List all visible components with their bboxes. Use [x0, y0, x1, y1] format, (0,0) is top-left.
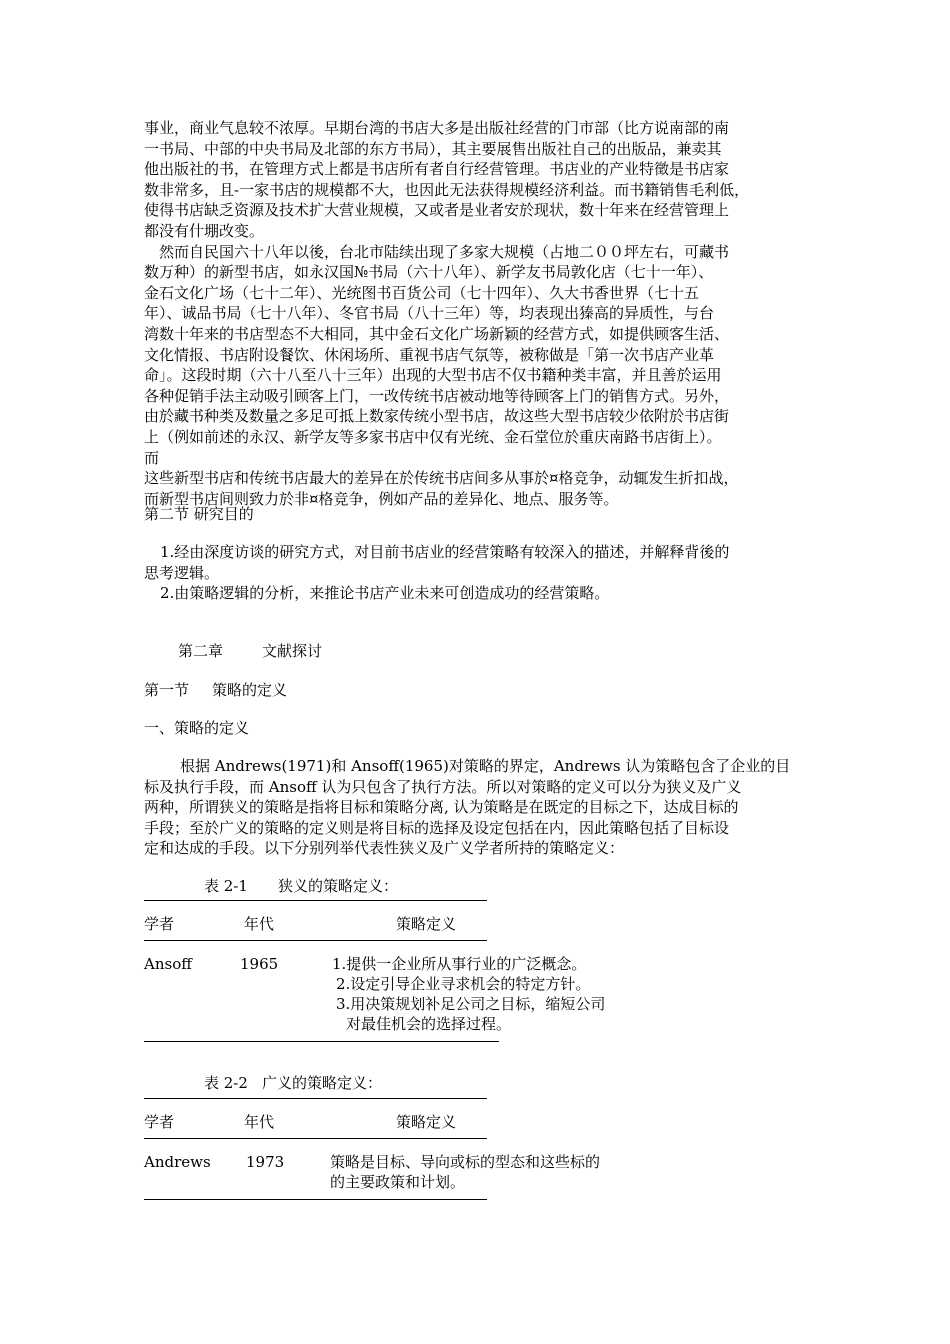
table-caption-title: 广义的策略定义： [262, 1074, 383, 1092]
list-item: 1.经由深度访谈的研究方式，对目前书店业的经营策略有较深入的描述，并解释背後的 [160, 543, 730, 561]
text-line: 数非常多，且-一家书店的规模都不大，也因此无法获得规模经济利益。而书籍销售毛利低， [144, 180, 750, 199]
text-line: 然而自民国六十八年以後，台北市陆续出现了多家大规模（占地二００坪左右，可藏书 [144, 242, 730, 261]
purpose-list [144, 542, 824, 604]
table-rule [144, 1098, 487, 1099]
definition-paragraph [144, 756, 824, 859]
section-heading-number: 第一节 [144, 681, 190, 699]
table-header-scholar: 学者 [144, 915, 175, 933]
cell-definition-line: 2.设定引导企业寻求机会的特定方针。 [336, 975, 591, 993]
text-line: 使得书店缺乏资源及技术扩大营业规模，又或者是业者安於现状，数十年来在经营管理上 [144, 201, 730, 220]
text-line: 湾数十年来的书店型态不大相同，其中金石文化广场新颖的经营方式，如提供顾客生活、 [144, 324, 730, 343]
text-line: 命」。这段时期（六十八至八十三年）出现的大型书店不仅书籍种类丰富，并且善於运用 [144, 366, 722, 385]
table-caption-title: 狭义的策略定义： [278, 877, 399, 895]
list-item: 思考逻辑。 [144, 563, 220, 582]
section-heading-title: 策略的定义 [212, 681, 288, 699]
subsection-heading: 一、策略的定义 [144, 719, 250, 737]
table-rule [144, 900, 487, 901]
cell-definition-line: 1.提供一企业所从事行业的广泛概念。 [332, 955, 587, 973]
table-caption-number: 表 2-1 [204, 877, 248, 895]
text-line: 年）、诚品书局（七十八年）、冬官书局（八十三年）等，均表现出獉高的异质性，与台 [144, 304, 715, 323]
table-header-year: 年代 [244, 1113, 275, 1131]
cell-scholar: Ansoff [144, 955, 192, 973]
text-line: 一书局、中部的中央书局及北部的东方书局），其主要展售出版社自己的出版品，兼卖其 [144, 139, 722, 158]
table-caption-number: 表 2-2 [204, 1074, 248, 1092]
text-line: 根据 Andrews(1971)和 Ansoff(1965)对策略的界定，Andrews 认为策略包含了企业的目 [180, 757, 791, 775]
cell-year: 1965 [240, 955, 279, 973]
text-line: 由於藏书种类及数量之多足可抵上数家传统小型书店，故这些大型书店较少依附於书店街 [144, 407, 730, 426]
table-header-definition: 策略定义 [396, 1113, 457, 1131]
table-header-definition: 策略定义 [396, 915, 457, 933]
text-line: 他出版社的书，在管理方式上都是书店所有者自行经营管理。书店业的产业特徵是书店家 [144, 160, 730, 179]
cell-year: 1973 [246, 1153, 285, 1171]
list-item: 2.由策略逻辑的分析，来推论书店产业未来可创造成功的经营策略。 [160, 584, 610, 603]
chapter-number: 第二章 [178, 642, 224, 660]
text-line: 而新型书店间则致力於非¤格竞争，例如产品的差异化、地点、服务等。 [144, 489, 619, 508]
intro-text [144, 118, 824, 509]
text-line: 而 [144, 448, 160, 467]
cell-definition-line: 对最佳机会的选择过程。 [346, 1015, 512, 1033]
text-line: 文化情报、书店附设餐饮、休闲场所、重视书店气氛等，被称做是「第一次书店产业革 [144, 345, 715, 364]
table-rule [144, 1138, 487, 1139]
cell-definition-line: 3.用决策规划补足公司之目标，缩短公司 [336, 995, 606, 1013]
cell-definition-line: 策略是目标、导向或标的型态和这些标的 [330, 1153, 601, 1171]
table-rule [144, 940, 487, 941]
text-line: 数万种）的新型书店，如永汉国№书局（六十八年）、新学友书局敦化店（七十一年）、 [144, 263, 714, 282]
section-heading-purpose: 第二节 研究目的 [144, 505, 254, 523]
chapter-title: 文献探讨 [262, 642, 323, 660]
text-line: 事业，商业气息较不浓厚。早期台湾的书店大多是出版社经营的门市部（比方说南部的南 [144, 119, 730, 137]
text-line: 各种促销手法主动吸引顾客上门，一改传统书店被动地等待顾客上门的销售方式。另外， [144, 386, 730, 405]
text-line: 两种，所谓狭义的策略是指将目标和策略分离, 认为策略是在既定的目标之下，达成目标的 [144, 798, 739, 817]
table-header-scholar: 学者 [144, 1113, 175, 1131]
text-line: 定和达成的手段。以下分别列举代表性狭义及广义学者所持的策略定义： [144, 839, 625, 858]
table-rule [144, 1041, 499, 1042]
text-line: 都没有什堋改变。 [144, 221, 265, 240]
cell-scholar: Andrews [144, 1153, 211, 1171]
cell-definition-line: 的主要政策和计划。 [330, 1173, 466, 1191]
text-line: 标及执行手段，而 Ansoff 认为只包含了执行方法。所以对策略的定义可以分为狭义及广义 [144, 777, 742, 796]
text-line: 手段；至於广义的策略的定义则是将目标的选择及设定包括在内，因此策略包括了目标设 [144, 818, 730, 837]
text-line: 这些新型书店和传统书店最大的差异在於传统书店间多从事於¤格竞争，动辄发生折扣战， [144, 469, 739, 488]
table-rule [144, 1199, 487, 1200]
text-line: 上（例如前述的永汉、新学友等多家书店中仅有光统、金石堂位於重庆南路书店街上）。 [144, 427, 722, 446]
text-line: 金石文化广场（七十二年）、光统图书百货公司（七十四年）、久大书香世界（七十五 [144, 283, 700, 302]
table-header-year: 年代 [244, 915, 275, 933]
